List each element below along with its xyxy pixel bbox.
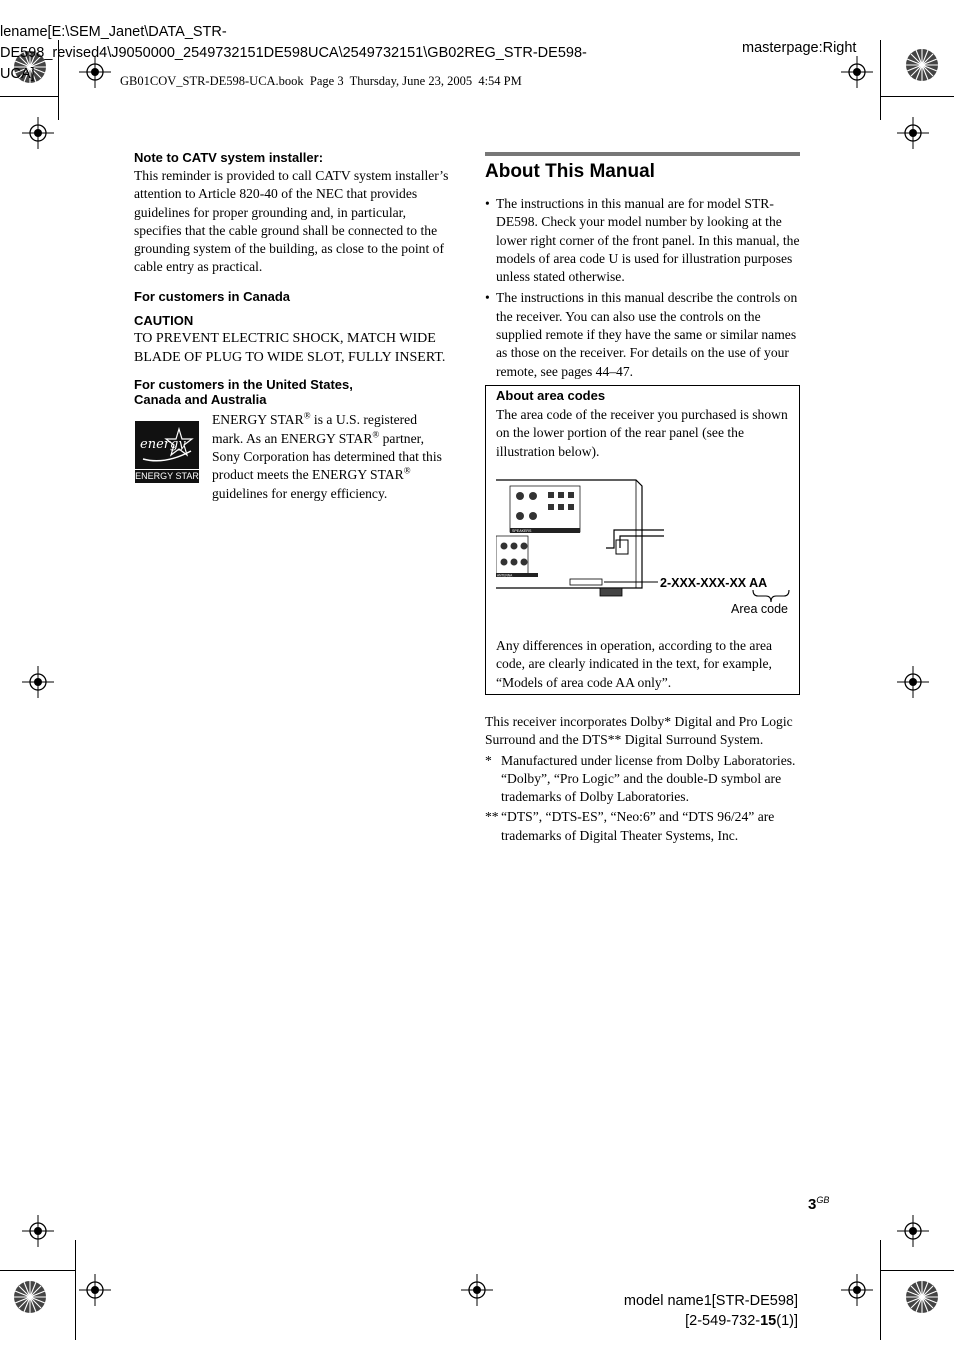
list-item: • The instructions in this manual are for model STR-DE598. Check your model number by looking at the lower right corner of the front panel. In this manual, the models of area code U is used for illustration purposes unless stated otherwise. [485, 195, 800, 286]
footnote-dts: ** “DTS”, “DTS-ES”, “Neo:6” and “DTS 96/24” are trademarks of Digital Theater Systems, Inc. [485, 809, 775, 843]
footnote-mark: * [485, 752, 492, 768]
list-item: • The instructions in this manual describe the controls on the receiver. You can also use the controls on the supplied remote if they have the same or similar names as those on the receiver. For details on the use of your remote, see pages 44–47. [485, 289, 800, 380]
right-column [485, 152, 800, 845]
us-heading [134, 377, 449, 407]
energy-star-logo-script: energy [140, 437, 186, 453]
model-line-1: model name1[STR-DE598] [623, 1293, 798, 1309]
panel-text-antenna: ANTENNA [497, 573, 513, 578]
footnote-dolby: * Manufactured under license from Dolby Laboratories. “Dolby”, “Pro Logic” and the double-D symbol are trademarks of Dolby Laboratories. [485, 752, 796, 805]
panel-text-speakers: SPEAKERS [512, 528, 532, 533]
filename-line-3: UCA] [0, 66, 35, 82]
area-code-label: Area code [731, 601, 788, 616]
catv-heading: Note to CATV system installer: [134, 150, 324, 165]
catv-body: This reminder is provided to call CATV system installer’s attention to Article 820-40 of the NEC that provides guidelines for proper grounding and, in particular, specifies that the cable ground shall be connected to the grounding system of the building, as close to the point of cable entry as practical. [134, 168, 449, 275]
area-codes-box [485, 385, 800, 695]
intro-bullets [485, 195, 800, 381]
area-codes-outro: Any differences in operation, according to the area code, are clearly indicated in the text, for example, “Models of area code AA only”. [496, 637, 773, 690]
dolby-paragraph: This receiver incorporates Dolby* Digital and Pro Logic Surround and the DTS** Digital Surround System. [485, 713, 793, 748]
left-column [134, 150, 449, 506]
code-label: 2-XXX-XXX-XX AA [660, 575, 768, 590]
filename-line-2: DE598_revised4\J9050000_2549732151DE598UCA\2549732151\GB02REG_STR-DE598- [0, 45, 587, 61]
masterpage-label: masterpage:Right [742, 40, 857, 56]
model-info [600, 1291, 798, 1331]
canada-heading: For customers in Canada [134, 288, 291, 304]
us-heading-line-2: Canada and Australia [134, 392, 267, 408]
caution-body: TO PREVENT ELECTRIC SHOCK, MATCH WIDE BLADE OF PLUG TO WIDE SLOT, FULLY INSERT. [134, 330, 446, 365]
section-rule [485, 152, 800, 156]
page-number: $3^{GB}$ [808, 1195, 830, 1213]
area-codes-heading: About area codes [496, 387, 606, 403]
energy-star-text: ENERGY STAR® is a U.S. registered mark. As an ENERGY STAR® partner, Sony Corporation has determined that this product meets the ENERGY STAR® guidelines for energy efficiency. [212, 410, 442, 501]
area-codes-intro: The area code of the receiver you purchased is shown on the lower portion of the rear panel (see the illustration below). [496, 406, 788, 459]
energy-star-block [134, 411, 449, 506]
energy-star-logo [135, 421, 199, 483]
us-heading-line-1: For customers in the United States, [134, 377, 353, 393]
book-info: GB01COV_STR-DE598-UCA.book Page 3 Thursday, June 23, 2005 4:54 PM [120, 74, 522, 88]
section-title: About This Manual [485, 161, 655, 182]
model-line-2: [2-549-732-15(1)] [685, 1313, 798, 1329]
caution-heading: CAUTION [134, 312, 194, 328]
footnote-mark: ** [485, 809, 499, 825]
energy-star-logo-label: ENERGY STAR [135, 471, 199, 482]
filename-line-1: lename[E:\SEM_Janet\DATA_STR- [0, 24, 227, 40]
